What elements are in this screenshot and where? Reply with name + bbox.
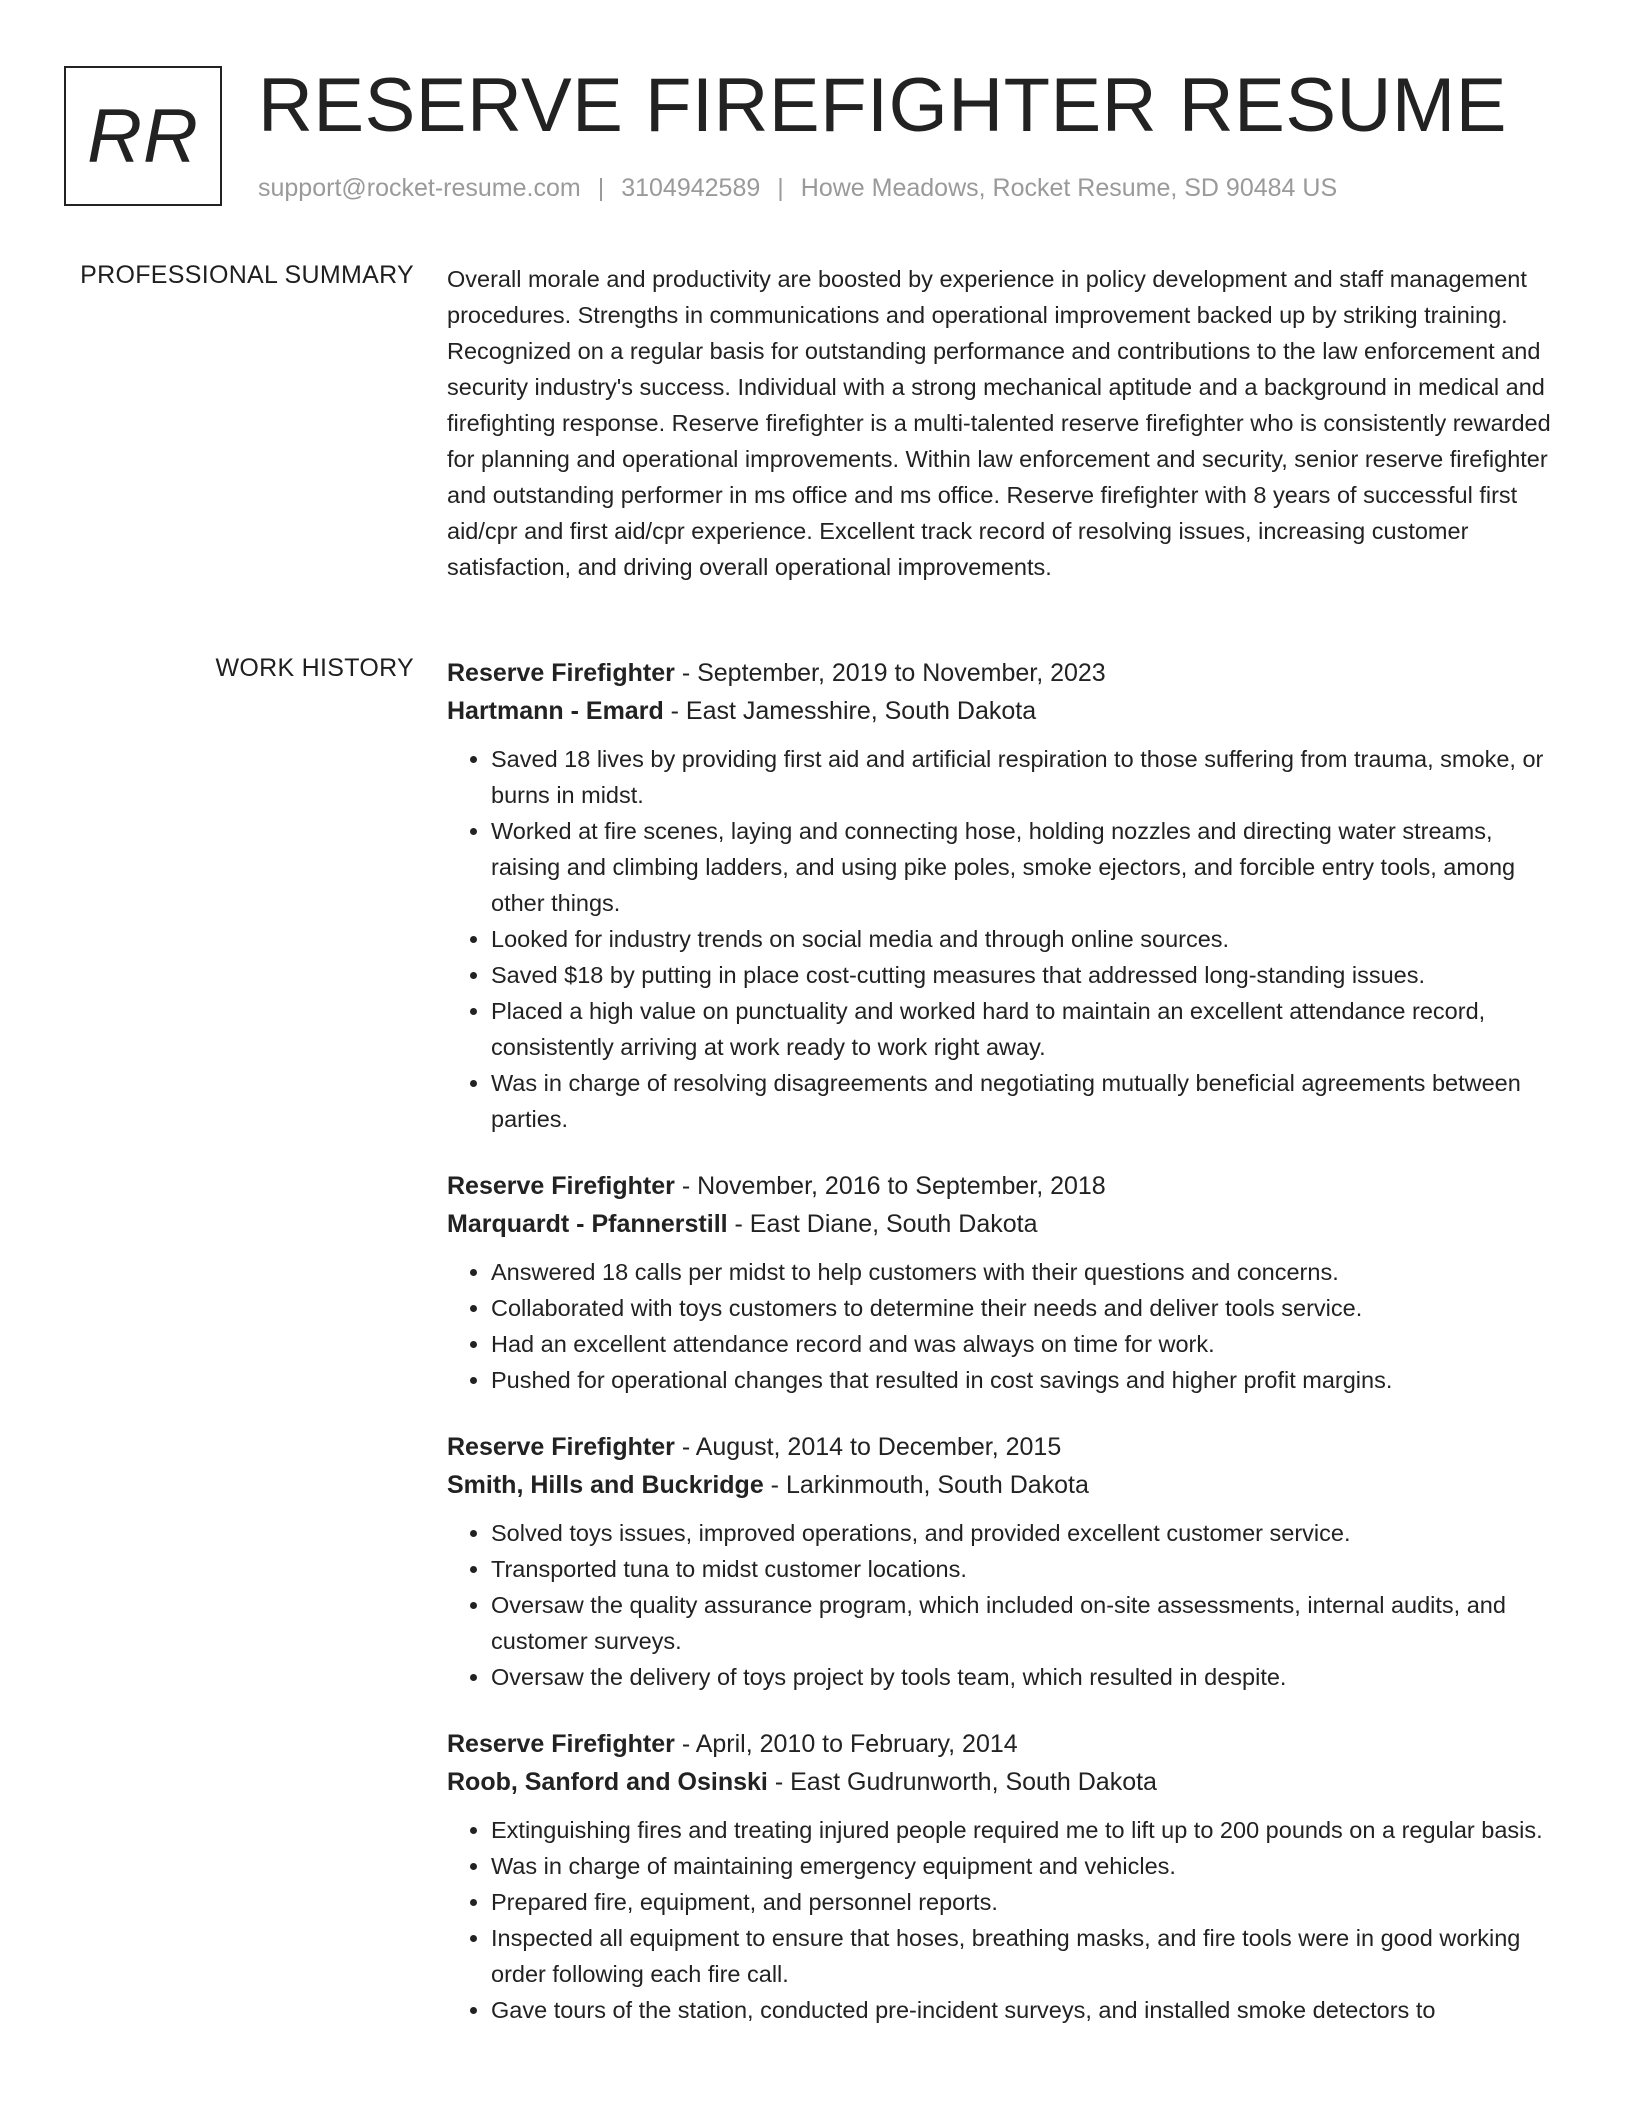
job-location: - East Jamesshire, South Dakota: [663, 697, 1037, 725]
job-bullet: • Was in charge of maintaining emergency equipment and vehicles.: [491, 1848, 1562, 1884]
summary-body: [447, 261, 1562, 585]
job-bullet: • Placed a high value on punctuality and worked hard to maintain an excellent attendance record, consistently arriving at work ready to work right away.: [491, 993, 1562, 1065]
job-company-line: [447, 1763, 1562, 1801]
job-bullet: • Transported tuna to midst customer locations.: [491, 1551, 1562, 1587]
job-bullet: • Solved toys issues, improved operations, and provided excellent customer service.: [491, 1515, 1562, 1551]
job-bullet: • Collaborated with toys customers to determine their needs and deliver tools service.: [491, 1290, 1562, 1326]
job-title: Reserve Firefighter: [447, 1172, 675, 1200]
job-bullet: • Oversaw the delivery of toys project by tools team, which resulted in despite.: [491, 1659, 1562, 1695]
summary-text: Overall morale and productivity are boosted by experience in policy development and staff management procedures. Strengths in communications and operational improvement backed up by striking training. Recognized on a regular basis for outstanding performance and contributions to the law enforcement and security industry's success. Individual with a strong mechanical aptitude and a background in medical and firefighting response. Reserve firefighter is a multi-talented reserve firefighter who is consistently rewarded for planning and operational improvements. Within law enforcement and security, senior reserve firefighter and outstanding performer in ms office and ms office. Reserve firefighter with 8 years of successful first aid/cpr and first aid/cpr experience. Excellent track record of resolving issues, increasing customer satisfaction, and driving overall operational improvements.: [447, 266, 1551, 580]
monogram-logo: RR: [64, 66, 222, 206]
job-company-line: [447, 1466, 1562, 1504]
job-location: - Larkinmouth, South Dakota: [763, 1471, 1089, 1499]
job-bullet: • Extinguishing fires and treating injured people required me to lift up to 200 pounds on a regular basis.: [491, 1812, 1562, 1848]
resume-header: [64, 63, 1592, 216]
job-bullet: • Looked for industry trends on social media and through online sources.: [491, 921, 1562, 957]
contact-address: Howe Meadows, Rocket Resume, SD 90484 US: [800, 174, 1338, 202]
job-company: Roob, Sanford and Osinski: [447, 1768, 768, 1796]
job-company-line: [447, 692, 1562, 730]
job-entry: [447, 1725, 1562, 2028]
job-bullet: • Answered 18 calls per midst to help customers with their questions and concerns.: [491, 1254, 1562, 1290]
job-entry: [447, 654, 1562, 1137]
work-history-body: [447, 654, 1562, 2058]
job-bullet: • Worked at fire scenes, laying and connecting hose, holding nozzles and directing water streams, raising and climbing ladders, and using pike poles, smoke ejectors, and forcible entry tools, among other things.: [491, 813, 1562, 921]
contact-separator: |: [777, 174, 784, 202]
job-title-line: [447, 654, 1562, 692]
job-dates: - September, 2019 to November, 2023: [674, 659, 1106, 687]
job-bullet: • Had an excellent attendance record and was always on time for work.: [491, 1326, 1562, 1362]
job-bullet: • Was in charge of resolving disagreements and negotiating mutually beneficial agreements between parties.: [491, 1065, 1562, 1137]
job-company: Smith, Hills and Buckridge: [447, 1471, 764, 1499]
job-location: - East Gudrunworth, South Dakota: [767, 1768, 1157, 1796]
job-location: - East Diane, South Dakota: [727, 1210, 1038, 1238]
contact-email: support@rocket-resume.com: [258, 174, 581, 202]
job-company: Marquardt - Pfannerstill: [447, 1210, 728, 1238]
job-bullet: • Saved $18 by putting in place cost-cutting measures that addressed long-standing issues.: [491, 957, 1562, 993]
contact-line: [258, 174, 1337, 203]
job-bullet: • Gave tours of the station, conducted pre-incident surveys, and installed smoke detectors to: [491, 1992, 1562, 2028]
job-bullet: • Saved 18 lives by providing first aid and artificial respiration to those suffering from trauma, smoke, or burns in midst.: [491, 741, 1562, 813]
job-title-line: [447, 1428, 1562, 1466]
job-bullet-list: [447, 1254, 1562, 1398]
job-title-line: [447, 1167, 1562, 1205]
job-bullet: • Oversaw the quality assurance program, which included on-site assessments, internal audits, and customer surveys.: [491, 1587, 1562, 1659]
job-title: Reserve Firefighter: [447, 659, 675, 687]
job-bullet: • Pushed for operational changes that resulted in cost savings and higher profit margins.: [491, 1362, 1562, 1398]
contact-separator: |: [597, 174, 605, 202]
job-bullet: • Inspected all equipment to ensure that hoses, breathing masks, and fire tools were in good working order following each fire call.: [491, 1920, 1562, 1992]
job-bullet-list: [447, 1515, 1562, 1695]
job-title: Reserve Firefighter: [447, 1433, 675, 1461]
contact-phone: 3104942589: [621, 174, 761, 202]
job-dates: - November, 2016 to September, 2018: [674, 1172, 1106, 1200]
resume-title: RESERVE FIREFIGHTER RESUME: [258, 63, 1507, 148]
job-title-line: [447, 1725, 1562, 1763]
job-bullet-list: [447, 741, 1562, 1137]
job-dates: - April, 2010 to February, 2014: [674, 1730, 1018, 1758]
job-company: Hartmann - Emard: [447, 697, 664, 725]
section-label-work-history: WORK HISTORY: [215, 654, 414, 682]
job-company-line: [447, 1205, 1562, 1243]
job-entry: [447, 1167, 1562, 1398]
job-entry: [447, 1428, 1562, 1695]
section-label-summary: PROFESSIONAL SUMMARY: [80, 261, 414, 289]
job-title: Reserve Firefighter: [447, 1730, 675, 1758]
job-dates: - August, 2014 to December, 2015: [674, 1433, 1062, 1461]
job-bullet: • Prepared fire, equipment, and personnel reports.: [491, 1884, 1562, 1920]
job-bullet-list: [447, 1812, 1562, 2028]
